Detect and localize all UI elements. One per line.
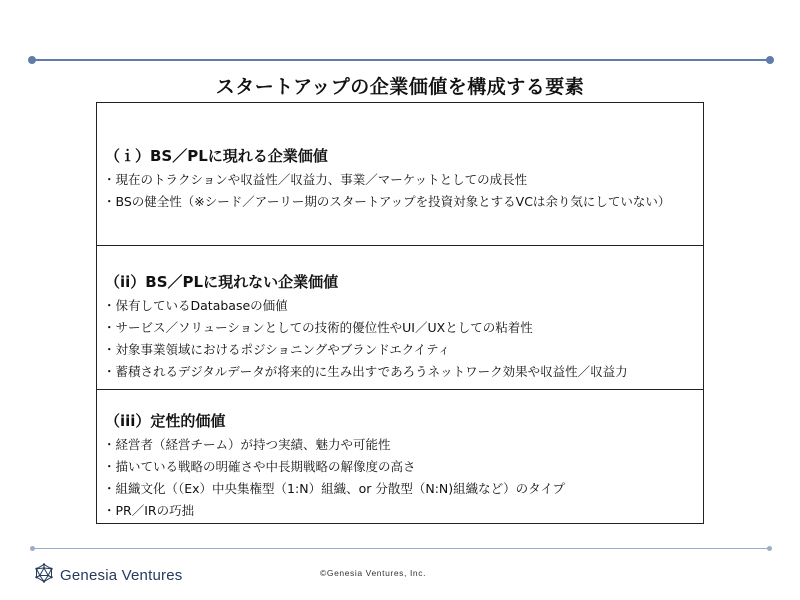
logo-wordmark: Genesia Ventures xyxy=(60,566,183,584)
list-item: ・ 描いている戦略の明確さや中長期戦略の解像度の高さ xyxy=(103,456,565,478)
copyright-notice: ©Genesia Ventures, Inc. xyxy=(320,568,427,578)
bullet-list xyxy=(103,434,565,522)
list-item: ・ サービス／ソリューションとしての技術的優位性やUI／UXとしての粘着性 xyxy=(103,317,628,339)
list-item: ・ 対象事業領域におけるポジショニングやブランドエクイティ xyxy=(103,339,628,361)
list-item: ・ BSの健全性（※シード／アーリー期のスタートアップを投資対象とするVCは余り気にしていない） xyxy=(103,191,670,213)
company-logo xyxy=(34,563,182,587)
list-item: ・ 蓄積されるデジタルデータが将来的に生み出すであろうネットワーク効果や収益性／収益力 xyxy=(103,361,628,383)
list-item: ・ PR／IRの巧拙 xyxy=(103,500,565,522)
bullet-list xyxy=(103,295,628,383)
bottom-divider xyxy=(32,548,770,549)
top-divider xyxy=(32,59,770,61)
list-item: ・ 現在のトラクションや収益性／収益力、事業／マーケットとしての成長性 xyxy=(103,169,670,191)
list-item: ・ 保有しているDatabaseの価値 xyxy=(103,295,628,317)
list-item: ・ 組織文化（（Ex）中央集権型（1:N）組織、or 分散型（N:N)組織など）のタイプ xyxy=(103,478,565,500)
elements-frame xyxy=(96,102,704,524)
slide-title: スタートアップの企業価値を構成する要素 xyxy=(215,76,585,98)
geodesic-network-icon xyxy=(34,563,54,587)
section-financial-value xyxy=(97,103,703,246)
section-heading: （ｉ）BS／PLに現れる企業価値 xyxy=(105,147,328,165)
section-heading: （iii）定性的価値 xyxy=(105,412,226,430)
bullet-list xyxy=(103,169,670,213)
section-non-financial-value xyxy=(97,246,703,390)
list-item: ・ 経営者（経営チーム）が持つ実績、魅力や可能性 xyxy=(103,434,565,456)
section-heading: （ii）BS／PLに現れない企業価値 xyxy=(105,273,339,291)
section-qualitative-value xyxy=(97,390,703,523)
